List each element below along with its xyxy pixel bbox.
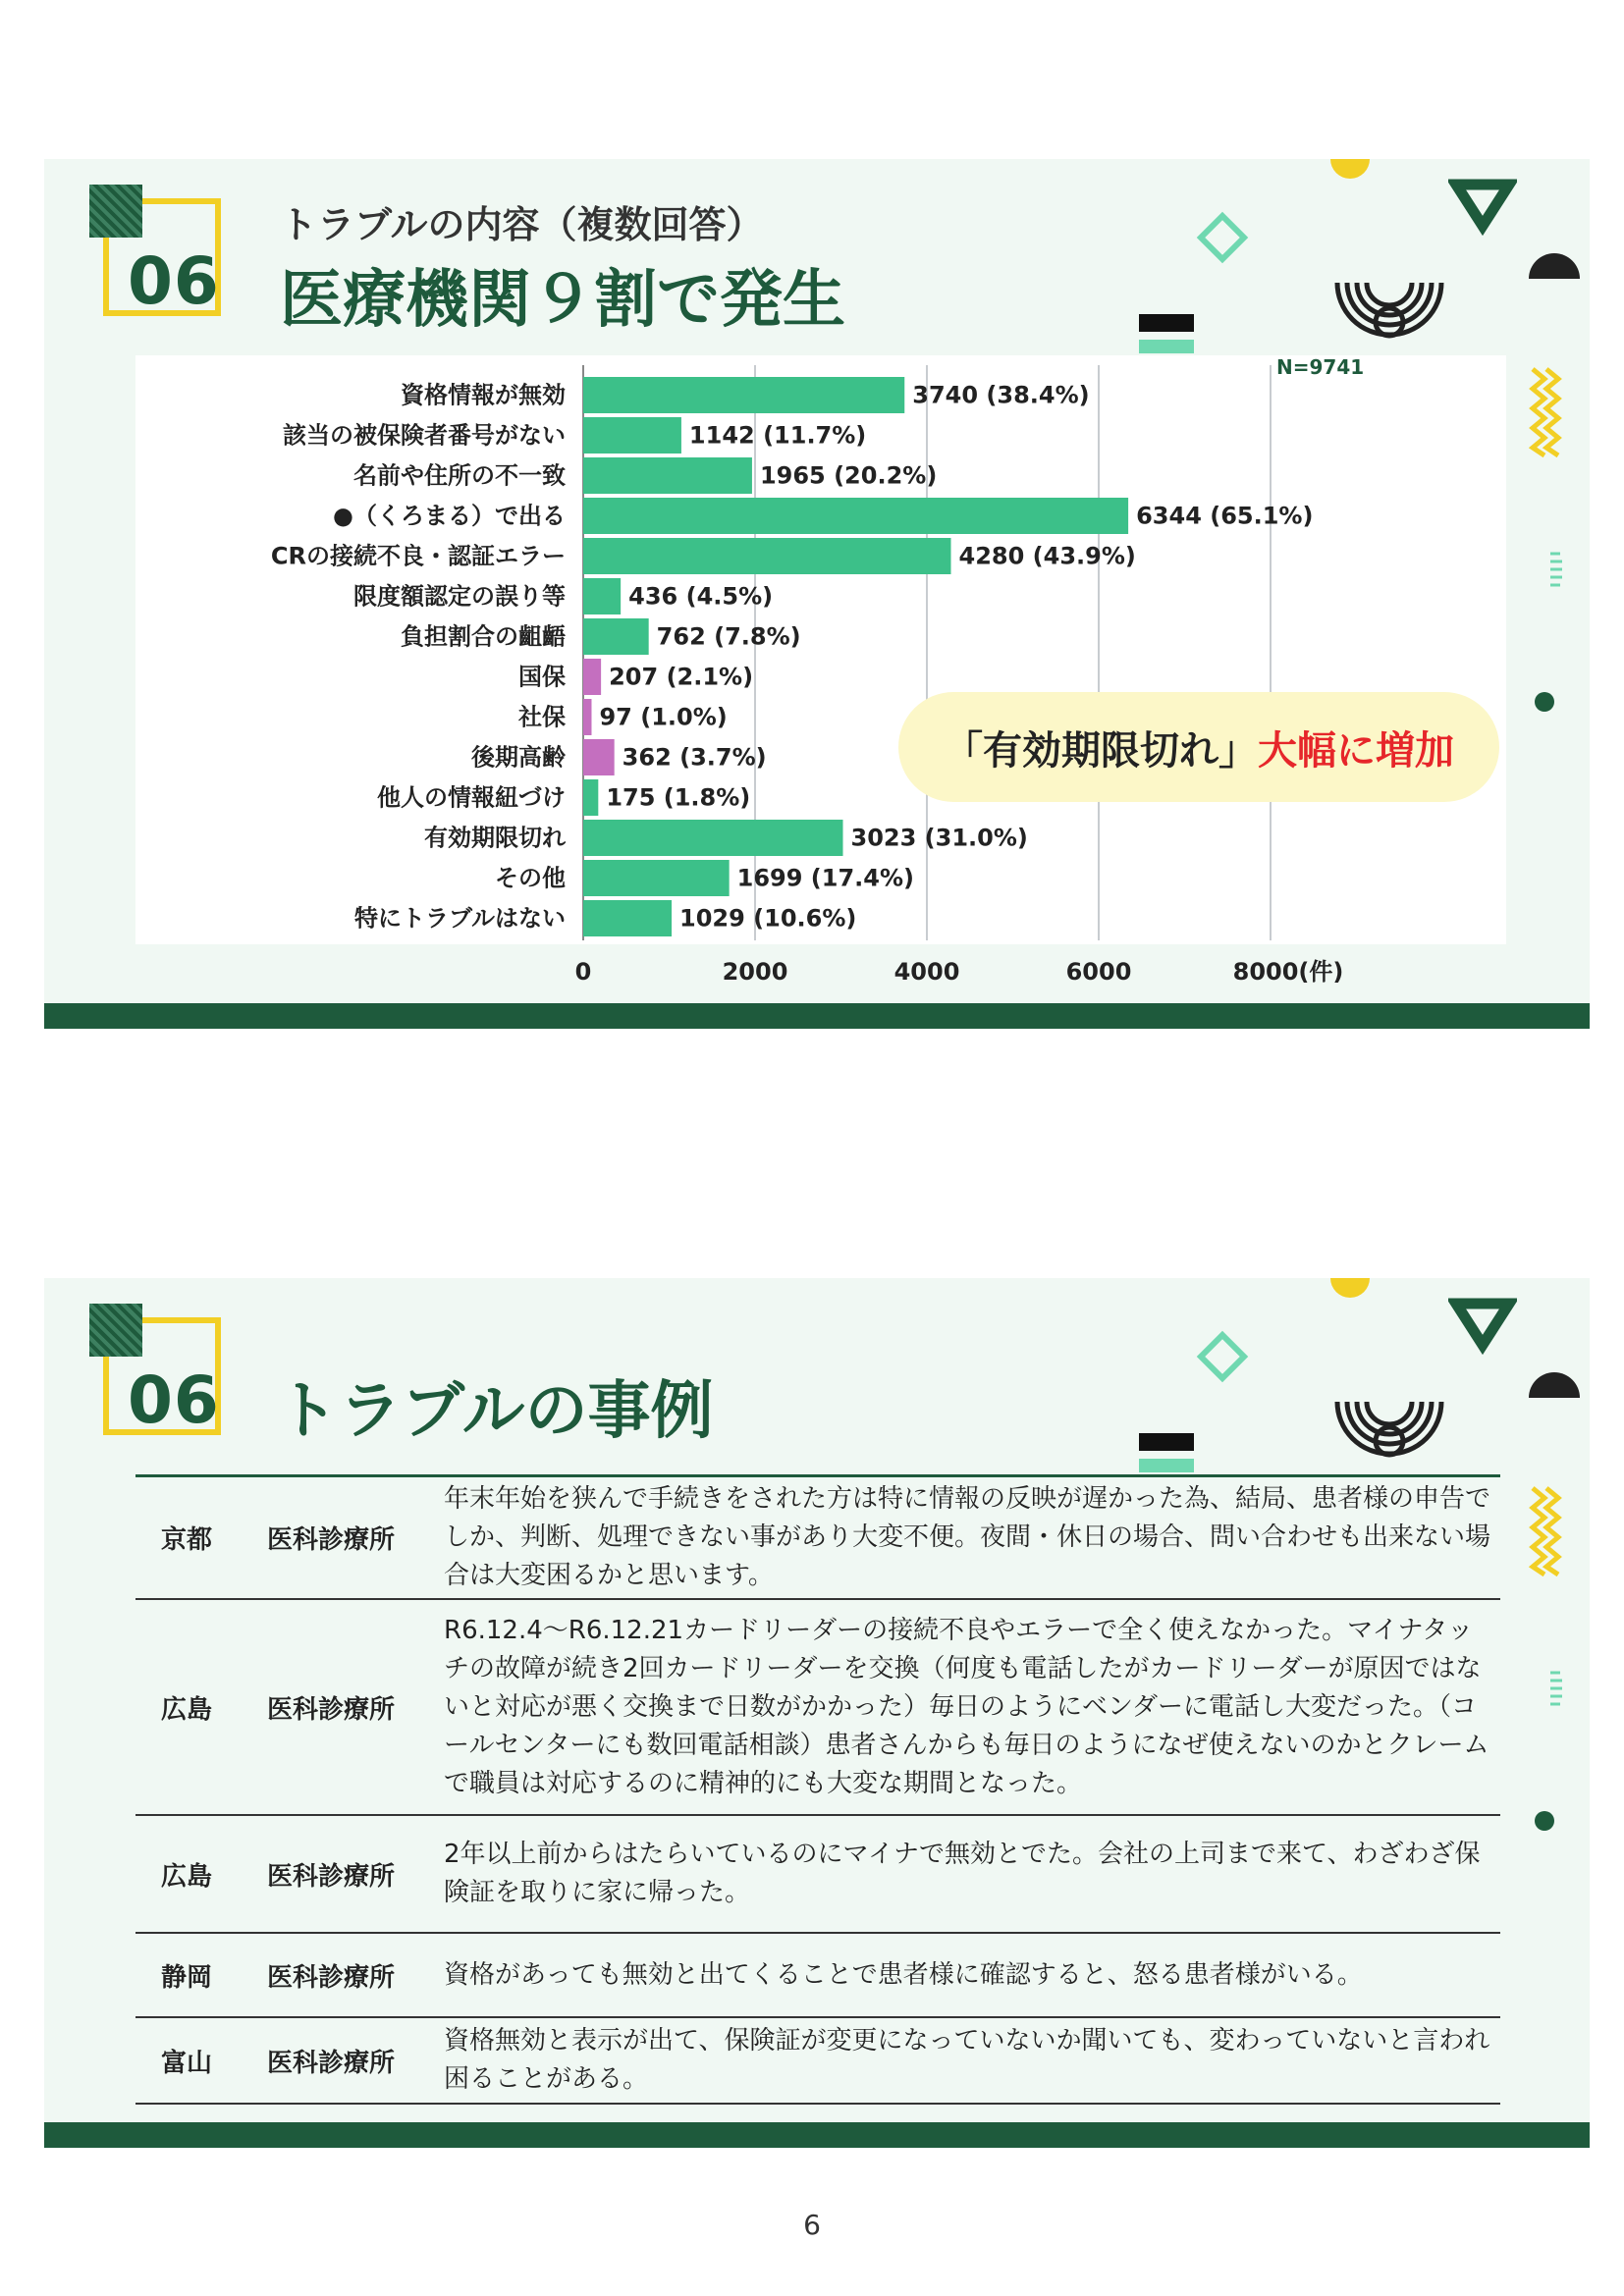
section-number: 06 [128,243,220,319]
data-label: 175 (1.8%) [606,783,751,812]
diamond-outline-icon [1195,210,1250,265]
data-label: 1029 (10.6%) [679,904,857,933]
slide-title: トラブルの事例 [276,1375,714,1448]
data-label: 436 (4.5%) [628,582,774,611]
data-label: 762 (7.8%) [656,622,801,651]
category-label: CRの接続不良・認証エラー [270,542,566,570]
facility-type-cell: 医科診療所 [267,1962,396,1993]
bar [583,457,752,494]
table-row [135,1477,1500,1600]
dot-icon [1533,1809,1556,1833]
callout-text-increase: 大幅に増加 [1258,727,1454,774]
cases-table [135,1474,1500,2105]
category-label: 資格情報が無効 [401,381,566,409]
slide-footer-bar [44,1003,1590,1029]
triangle-outline-icon [1448,1296,1517,1355]
bar [583,699,591,735]
data-label: 362 (3.7%) [622,743,767,772]
prefecture-cell: 静岡 [161,1962,213,1993]
data-label: 4280 (43.9%) [958,542,1136,570]
data-label: 207 (2.1%) [609,663,754,691]
bar [583,618,649,655]
bar [583,659,601,695]
category-label: 負担割合の齟齬 [401,622,566,651]
bar [583,739,615,775]
triangle-outline-icon [1448,177,1517,236]
zigzag-icon [1529,1484,1564,1578]
category-label: その他 [495,864,566,892]
data-label: 97 (1.0%) [599,703,728,731]
prefecture-cell: 京都 [161,1525,213,1555]
facility-type-cell: 医科診療所 [267,2048,396,2078]
x-tick-label: 0 [574,958,592,984]
prefecture-cell: 富山 [161,2048,213,2078]
data-label: 1965 (20.2%) [759,461,938,490]
bar [583,417,681,454]
half-circle-dark-icon [1525,249,1584,283]
data-label: 1699 (17.4%) [736,864,915,892]
bar [583,538,951,574]
category-label: 社保 [518,703,566,731]
category-label: 特にトラブルはない [353,904,566,933]
page-number: 6 [803,2209,821,2241]
bar [583,820,843,856]
x-tick-label: 6000 [1065,958,1132,984]
slide-footer-bar [44,2122,1590,2148]
category-label: 国保 [518,663,566,691]
data-label: 1142 (11.7%) [688,421,867,450]
diamond-outline-icon [1195,1329,1250,1384]
data-label: 3023 (31.0%) [850,824,1028,852]
bar [583,900,672,936]
category-label: 有効期限切れ [424,824,566,852]
category-label: 該当の被保険者番号がない [283,421,566,450]
case-text-cell: 年末年始を狭んで手続きをされた方は特に情報の反映が遅かった為、結局、患者様の申告でしか、判断、処理できない事があり大変不便。夜間・休日の場合、問い合わせも出来ない場合は大変困るかと思います。 [444,1484,1491,1590]
case-text-cell: 2年以上前からはたらいているのにマイナで無効とでた。会社の上司まで来て、わざわざ保険証を取りに家に帰った。 [444,1840,1481,1907]
bar [583,377,904,413]
slide-trouble-content [44,159,1590,1029]
chart-panel [135,355,1506,984]
concentric-arcs-icon [1332,275,1446,353]
table-row [135,2018,1500,2105]
slide-title: 医療機関９割で発生 [280,264,845,337]
stripe-block-icon [1139,314,1198,357]
x-tick-label: 2000 [722,958,788,984]
facility-type-cell: 医科診療所 [267,1525,396,1555]
bar [583,498,1128,534]
category-label: 名前や住所の不一致 [353,461,566,490]
case-text-cell: 資格無効と表示が出て、保険証が変更になっていないか聞いても、変わっていないと言われ困ることがある。 [444,2026,1490,2094]
category-label: 後期高齢 [471,743,566,772]
slide-trouble-cases [44,1278,1590,2148]
half-circle-yellow-icon [1321,1278,1380,1300]
callout-bubble [898,692,1499,802]
dot-icon [1533,690,1556,714]
data-label: 3740 (38.4%) [912,381,1090,409]
hatch-decoration [89,1304,142,1357]
hatch-decoration [89,185,142,238]
table-row [135,1816,1500,1934]
x-tick-label: 4000 [893,958,960,984]
small-stripes-icon [1548,1669,1564,1710]
data-label: 6344 (65.1%) [1136,502,1314,530]
half-circle-dark-icon [1525,1368,1584,1402]
bar [583,779,598,816]
concentric-arcs-icon [1332,1394,1446,1472]
small-stripes-icon [1548,550,1564,591]
category-label: 限度額認定の誤り等 [353,582,566,611]
category-label: 他人の情報紐づけ [377,783,566,812]
category-label: ●（くろまる）で出る [333,502,566,530]
prefecture-cell: 広島 [161,1694,213,1725]
x-tick-label: 8000(件) [1232,958,1344,984]
bar [583,578,621,614]
case-text-cell: 資格があっても無効と出てくることで患者様に確認すると、怒る患者様がいる。 [444,1959,1363,1990]
stripe-block-icon [1139,1433,1198,1476]
table-row [135,1934,1500,2018]
half-circle-yellow-icon [1321,159,1380,181]
sample-size-label: N=9741 [1276,355,1365,379]
slide-subtitle: トラブルの内容（複数回答） [280,203,764,246]
bar-chart [135,355,1506,984]
zigzag-icon [1529,365,1564,459]
case-text-cell: R6.12.4～R6.12.21カードリーダーの接続不良やエラーで全く使えなかった。マイナタッチの故障が続き2回カードリーダーを交換（何度も電話したがカードリーダーが原因ではないと対応が悪く交換まで日数がかかった）毎日のようにベンダーに電話し大変だった。（コールセンターにも数回電話相談）患者さんからも毎日のようになぜ使えないのかとクレームで職員は対応するのに精神的にも大変な期間となった。 [444,1615,1489,1798]
bar [583,860,730,896]
facility-type-cell: 医科診療所 [267,1694,396,1725]
facility-type-cell: 医科診療所 [267,1861,396,1892]
table-row [135,1600,1500,1816]
callout-text-highlight: 「有効期限切れ」 [944,727,1258,774]
section-number: 06 [128,1362,220,1438]
prefecture-cell: 広島 [161,1861,213,1892]
